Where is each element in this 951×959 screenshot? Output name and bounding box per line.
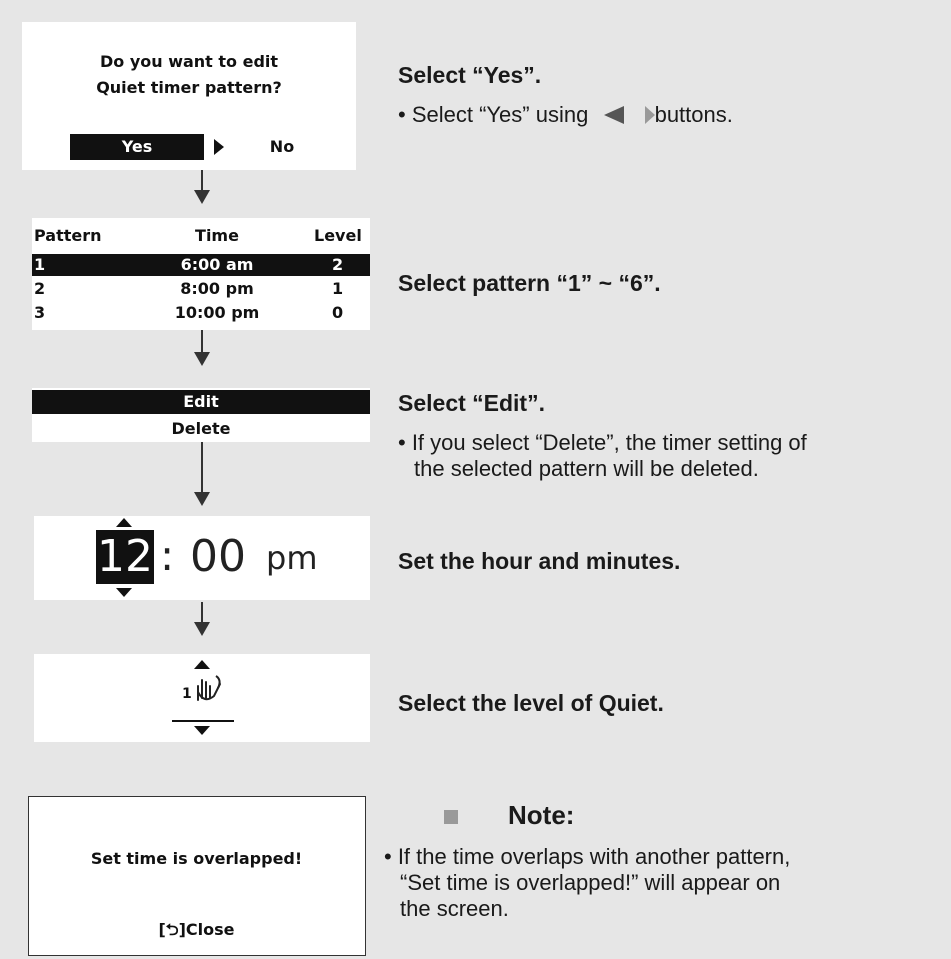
pattern-number: 3 — [34, 303, 46, 322]
close-button[interactable]: [⮌]Close — [158, 920, 235, 939]
pattern-time: 6:00 am — [180, 255, 254, 274]
step5-heading: Select the level of Quiet. — [398, 690, 664, 716]
quiet-level-screen — [34, 654, 370, 742]
pattern-level: 2 — [332, 255, 344, 274]
hour-up-arrow-icon[interactable] — [116, 518, 132, 527]
hour-down-arrow-icon[interactable] — [116, 588, 132, 597]
flow-arrow-4 — [201, 602, 203, 622]
column-header-level: Level — [314, 226, 362, 245]
delete-menu-item[interactable]: Delete — [171, 419, 231, 438]
flow-arrow-3-head — [194, 492, 210, 506]
pattern-time: 8:00 pm — [180, 279, 254, 298]
step3-desc-line1: • If you select “Delete”, the timer setting of — [398, 430, 807, 455]
flow-arrow-2 — [201, 330, 203, 352]
pattern-number: 2 — [34, 279, 46, 298]
yes-option[interactable]: Yes — [70, 134, 204, 160]
right-arrow-icon — [214, 139, 224, 155]
level-value: 1 — [182, 686, 192, 702]
column-header-time: Time — [195, 226, 239, 245]
pattern-row-3[interactable] — [32, 302, 370, 324]
note-desc-line1: • If the time overlaps with another pattern, — [384, 844, 791, 869]
pattern-level: 0 — [332, 303, 344, 322]
note-desc-line2: “Set time is overlapped!” will appear on — [400, 870, 781, 895]
flow-arrow-1-head — [194, 190, 210, 204]
pattern-row-2[interactable] — [32, 278, 370, 300]
step1-description — [398, 102, 733, 128]
step3-desc-line2: the selected pattern will be deleted. — [414, 456, 759, 481]
flow-arrow-2-head — [194, 352, 210, 366]
ampm-value[interactable]: pm — [266, 539, 318, 577]
overlap-message: Set time is overlapped! — [90, 849, 303, 868]
note-desc-line3: the screen. — [400, 896, 509, 921]
minutes-value[interactable]: 00 — [190, 531, 246, 582]
left-arrow-button-icon — [604, 106, 624, 124]
overlap-message-screen — [28, 796, 366, 956]
step2-heading: Select pattern “1” ~ “6”. — [398, 270, 661, 296]
time-setting-screen — [34, 516, 370, 600]
no-option[interactable]: No — [269, 137, 295, 156]
step1-desc-prefix: • Select “Yes” using — [398, 102, 589, 127]
flow-arrow-3 — [201, 442, 203, 492]
pattern-time: 10:00 pm — [174, 303, 260, 322]
note-heading: Note: — [508, 800, 575, 830]
confirm-question-line2: Quiet timer pattern? — [96, 78, 282, 97]
step1-desc-suffix: buttons. — [654, 102, 733, 127]
pattern-level: 1 — [332, 279, 344, 298]
note-square-icon — [444, 810, 458, 824]
pattern-number: 1 — [34, 255, 46, 274]
pattern-list-screen — [32, 218, 370, 330]
flow-arrow-4-head — [194, 622, 210, 636]
confirm-screen — [22, 22, 356, 170]
right-arrow-button-icon — [645, 106, 655, 124]
level-divider — [172, 720, 234, 722]
level-up-arrow-icon[interactable] — [194, 660, 210, 669]
column-header-pattern: Pattern — [34, 226, 102, 245]
edit-menu-item[interactable]: Edit — [32, 390, 370, 414]
time-colon: : — [160, 531, 175, 580]
step3-heading: Select “Edit”. — [398, 390, 545, 416]
edit-menu-screen — [32, 388, 370, 442]
hour-value[interactable]: 12 — [97, 531, 153, 582]
confirm-question-line1: Do you want to edit — [99, 52, 279, 71]
step1-heading: Select “Yes”. — [398, 62, 542, 88]
flow-arrow-1 — [201, 170, 203, 190]
step4-heading: Set the hour and minutes. — [398, 548, 681, 574]
pattern-row-1[interactable] — [32, 254, 370, 276]
level-down-arrow-icon[interactable] — [194, 726, 210, 735]
